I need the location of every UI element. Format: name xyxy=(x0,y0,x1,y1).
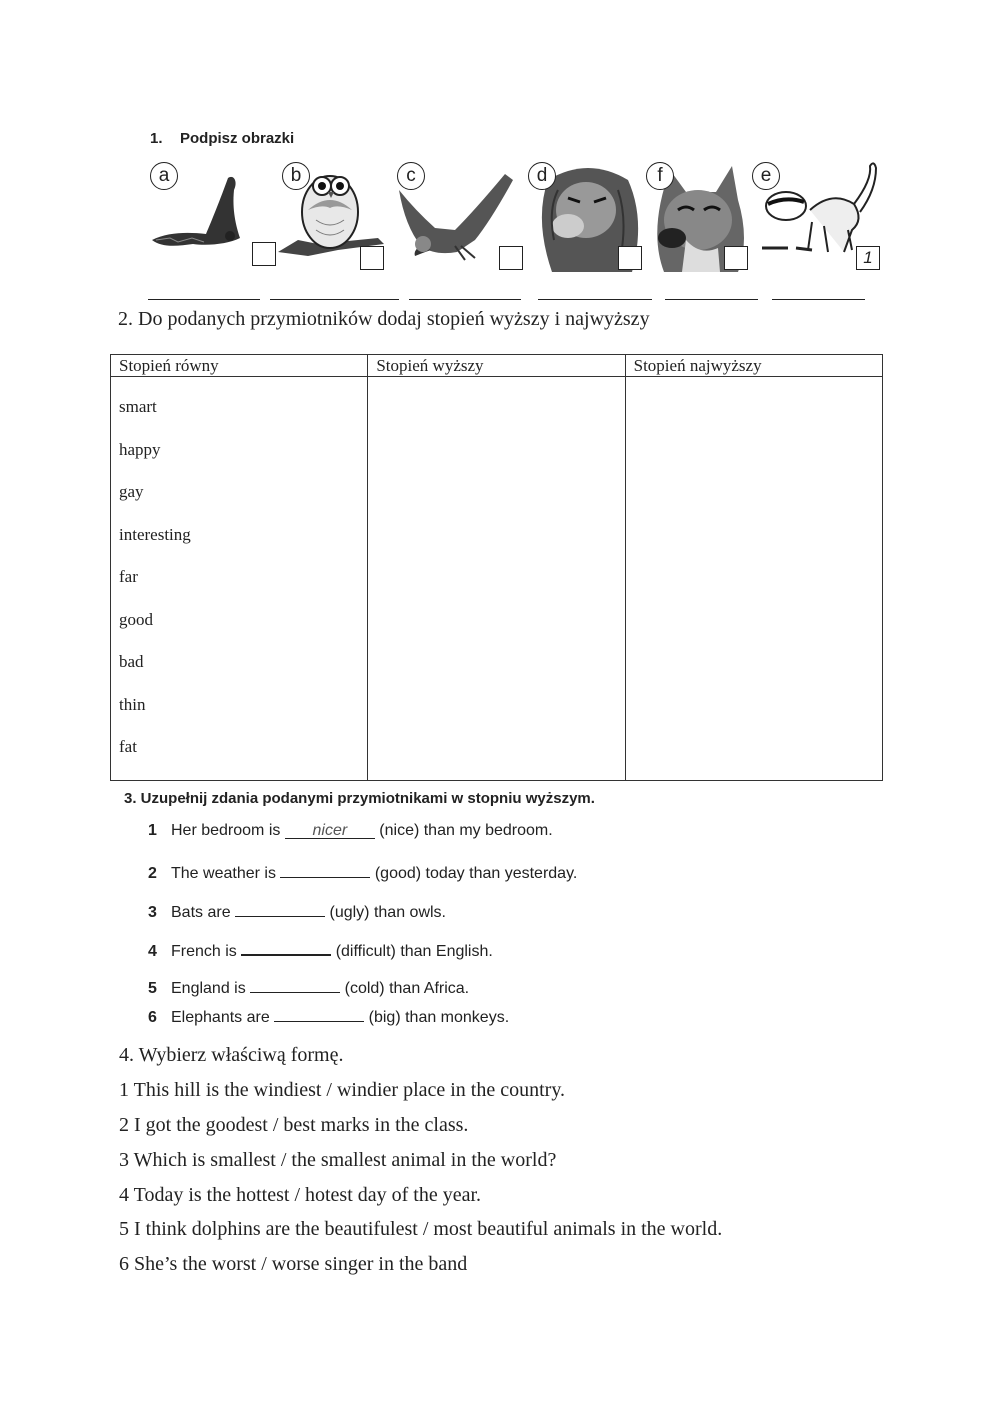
adjective: fat xyxy=(119,737,137,756)
choice-sentence: 1 This hill is the windiest / windier place in the country. xyxy=(119,1079,566,1101)
choice-sentence: 3 Which is smallest / the smallest animal in the world? xyxy=(119,1149,557,1171)
picture-letter: d xyxy=(528,162,556,190)
picture-letter: a xyxy=(150,162,178,190)
section1-number: 1. xyxy=(150,130,163,147)
header-positive: Stopień równy xyxy=(111,355,368,377)
answer-blank[interactable] xyxy=(285,822,375,839)
answer-line[interactable] xyxy=(665,299,758,300)
picture-eagle xyxy=(395,160,520,272)
sentence-end: (good) today than yesterday. xyxy=(374,865,578,882)
answer-line[interactable] xyxy=(148,299,260,300)
sentence-start: Bats are xyxy=(171,904,231,921)
answer-box[interactable] xyxy=(360,246,384,270)
adjective: smart xyxy=(119,397,157,416)
answer-line[interactable] xyxy=(409,299,521,300)
answer-box-f[interactable] xyxy=(724,246,748,270)
answer-box-e[interactable]: 1 xyxy=(856,246,880,270)
table-body-row xyxy=(111,377,883,781)
picture-letter: e xyxy=(752,162,780,190)
sentence-row xyxy=(148,938,493,961)
sentence-number: 4 xyxy=(148,943,157,960)
answer-blank[interactable] xyxy=(250,976,340,993)
choice-sentence: 2 I got the goodest / best marks in the class. xyxy=(119,1114,469,1136)
sentence-row xyxy=(148,976,469,998)
sentence-end: (cold) than Africa. xyxy=(344,980,470,997)
sentence-end: (big) than monkeys. xyxy=(368,1009,510,1026)
sample-answer: nicer xyxy=(312,822,348,839)
picture-bat xyxy=(148,160,248,272)
header-superlative: Stopień najwyższy xyxy=(625,355,882,377)
positive-column xyxy=(111,377,368,781)
answer-line[interactable] xyxy=(772,299,865,300)
answer-line[interactable] xyxy=(538,299,652,300)
header-comparative: Stopień wyższy xyxy=(368,355,625,377)
answer-box-d[interactable] xyxy=(618,246,642,270)
sentence-start: Elephants are xyxy=(171,1009,270,1026)
sentence-row xyxy=(148,1005,509,1027)
sentence-start: The weather is xyxy=(171,865,276,882)
answer-box-a[interactable] xyxy=(252,242,276,266)
sentence-number: 2 xyxy=(148,865,157,882)
sentence-number: 6 xyxy=(148,1009,157,1026)
table-header-row xyxy=(111,355,883,377)
picture-monkey xyxy=(752,160,882,272)
sentence-end: (difficult) than English. xyxy=(335,943,493,960)
picture-wolf xyxy=(646,160,752,272)
sentence-row xyxy=(148,822,553,840)
sentence-end: (ugly) than owls. xyxy=(329,904,446,921)
adjective: interesting xyxy=(119,524,191,544)
choice-sentence: 5 I think dolphins are the beautifulest / most beautiful animals in the world. xyxy=(119,1218,723,1240)
sentence-end: (nice) than my bedroom. xyxy=(379,822,553,839)
sentence-row xyxy=(148,861,577,883)
sentence-start: England is xyxy=(171,980,246,997)
answer-blank[interactable] xyxy=(235,900,325,917)
sentence-start: French is xyxy=(171,943,237,960)
sentence-start: Her bedroom is xyxy=(171,822,281,839)
comparative-column[interactable] xyxy=(368,377,625,781)
adjective: good xyxy=(119,609,153,629)
section4-title: 4. Wybierz właściwą formę. xyxy=(119,1044,344,1066)
answer-blank[interactable] xyxy=(274,1005,364,1022)
section1-title xyxy=(150,130,294,147)
picture-lion xyxy=(528,160,643,272)
answer-blank[interactable] xyxy=(280,861,370,878)
section2-title: 2. Do podanych przymiotników dodaj stopień wyższy i najwyższy xyxy=(118,308,650,330)
adjective-table xyxy=(110,354,883,781)
picture-owl xyxy=(278,160,388,272)
section3-title: 3. Uzupełnij zdania podanymi przymiotnikami w stopniu wyższym. xyxy=(124,790,595,807)
answer-blank[interactable] xyxy=(241,938,331,956)
choice-sentence: 6 She’s the worst / worse singer in the band xyxy=(119,1253,468,1275)
adjective: gay xyxy=(119,482,144,501)
choice-sentence: 4 Today is the hottest / hotest day of the year. xyxy=(119,1184,482,1206)
superlative-column[interactable] xyxy=(625,377,882,781)
adjective: far xyxy=(119,567,138,586)
adjective: happy xyxy=(119,439,161,459)
sentence-number: 3 xyxy=(148,904,157,921)
sentence-number: 1 xyxy=(148,822,157,839)
answer-box-c[interactable] xyxy=(499,246,523,270)
sentence-number: 5 xyxy=(148,980,157,997)
section1-title-text: Podpisz obrazki xyxy=(180,130,295,147)
answer-line[interactable] xyxy=(270,299,399,300)
adjective: bad xyxy=(119,652,144,671)
picture-letter: f xyxy=(646,162,674,190)
sentence-row xyxy=(148,900,446,922)
picture-letter: c xyxy=(397,162,425,190)
adjective: thin xyxy=(119,694,146,714)
picture-letter: b xyxy=(282,162,310,190)
